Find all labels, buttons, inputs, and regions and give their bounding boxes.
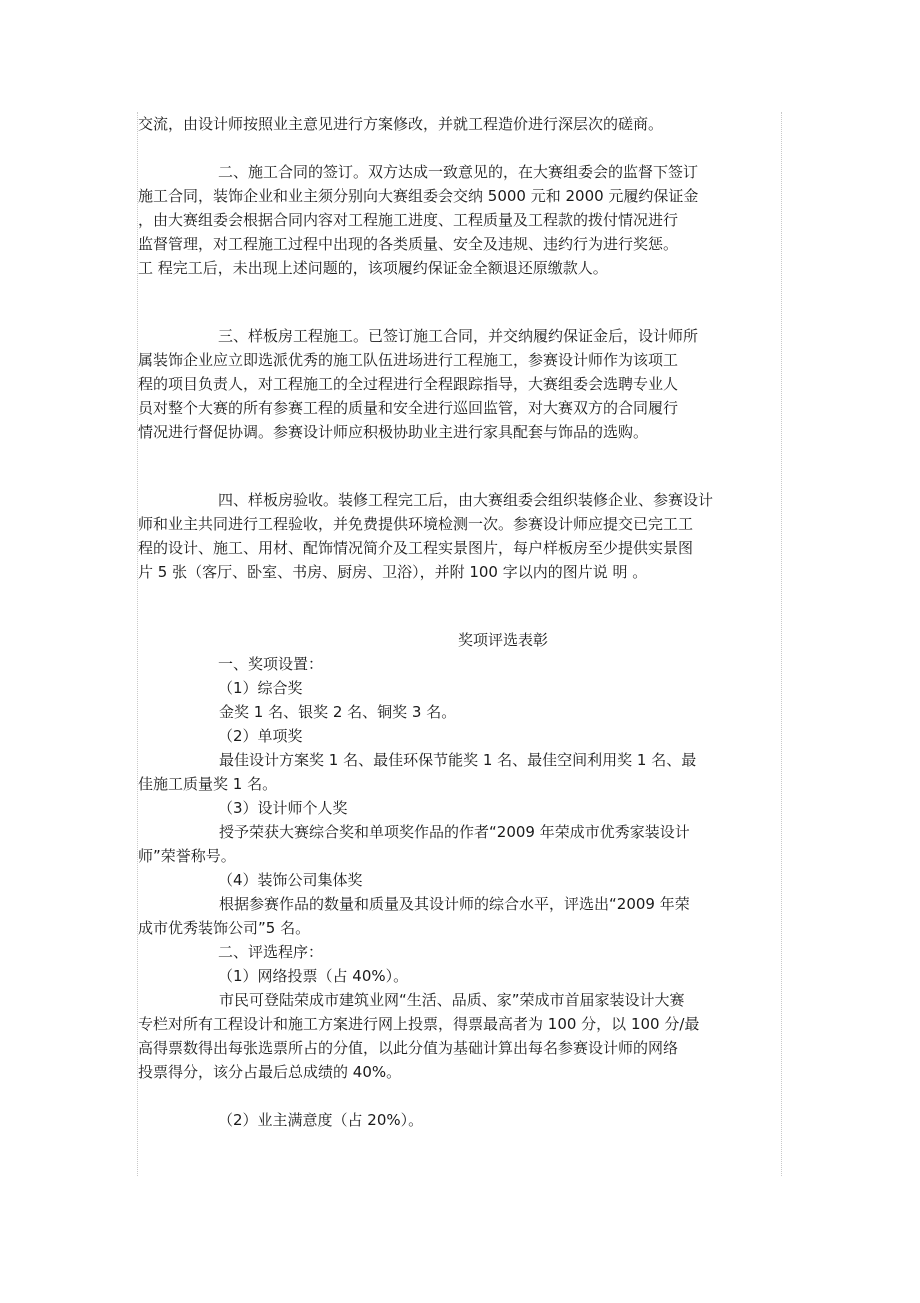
- text-line: 工 程完工后，未出现上述问题的，该项履约保证金全额退还原缴款人。: [138, 259, 608, 277]
- text-line: 交流，由设计师按照业主意见进行方案修改，并就工程造价进行深层次的磋商。: [138, 115, 664, 133]
- text-line: 师和业主共同进行工程验收，并免费提供环境检测一次。参赛设计师应提交已完工工: [138, 515, 694, 533]
- text-line: 监督管理，对工程施工过程中出现的各类质量、安全及违规、违约行为进行奖惩。: [138, 235, 679, 253]
- heading-selection-procedure: 二、评选程序：: [218, 943, 324, 961]
- text-line: 师”荣誉称号。: [138, 847, 236, 865]
- subheading: （1）网络投票（占 40%）。: [218, 967, 409, 985]
- text-line: 三、样板房工程施工。已签订施工合同，并交纳履约保证金后，设计师所: [218, 327, 699, 345]
- text-line: 高得票数得出每张选票所占的分值，以此分值为基础计算出每名参赛设计师的网络: [138, 1039, 679, 1057]
- heading-award-settings: 一、奖项设置：: [218, 655, 324, 673]
- text-line: 最佳设计方案奖 1 名、最佳环保节能奖 1 名、最佳空间利用奖 1 名、最: [219, 751, 697, 769]
- text-line: 施工合同，装饰企业和业主须分别向大赛组委会交纳 5000 元和 2000 元履约保证金: [138, 187, 699, 205]
- text-line: 佳施工质量奖 1 名。: [138, 775, 278, 793]
- text-line: 市民可登陆荣成市建筑业网“生活、品质、家”荣成市首届家装设计大赛: [219, 991, 685, 1009]
- text-line: 程的项目负责人，对工程施工的全过程进行全程跟踪指导，大赛组委会选聘专业人: [138, 375, 679, 393]
- subheading: （2）业主满意度（占 20%）。: [218, 1111, 424, 1129]
- text-line: 二、施工合同的签订。双方达成一致意见的，在大赛组委会的监督下签订: [218, 163, 699, 181]
- subheading: （1）综合奖: [218, 679, 303, 697]
- subheading: （3）设计师个人奖: [218, 799, 348, 817]
- text-line: 程的设计、施工、用材、配饰情况简介及工程实景图片，每户样板房至少提供实景图: [138, 539, 694, 557]
- text-line: 根据参赛作品的数量和质量及其设计师的综合水平，评选出“2009 年荣: [219, 895, 690, 913]
- text-line: 授予荣获大赛综合奖和单项奖作品的作者“2009 年荣成市优秀家装设计: [219, 823, 690, 841]
- text-line: 四、样板房验收。装修工程完工后，由大赛组委会组织装修企业、参赛设计: [218, 491, 714, 509]
- text-line: 成市优秀装饰公司”5 名。: [138, 919, 311, 937]
- text-line: 片 5 张（客厅、卧室、书房、厨房、卫浴），并附 100 字以内的图片说 明 。: [138, 563, 648, 581]
- text-line: 属装饰企业应立即选派优秀的施工队伍进场进行工程施工，参赛设计师作为该项工: [138, 351, 679, 369]
- text-line: 金奖 1 名、银奖 2 名、铜奖 3 名。: [219, 703, 457, 721]
- text-line: 情况进行督促协调。参赛设计师应积极协助业主进行家具配套与饰品的选购。: [138, 423, 649, 441]
- subheading: （2）单项奖: [218, 727, 303, 745]
- section-title: 奖项评选表彰: [457, 631, 548, 649]
- text-line: 投票得分，该分占最后总成绩的 40%。: [138, 1063, 402, 1081]
- subheading: （4）装饰公司集体奖: [218, 871, 363, 889]
- text-line: ，由大赛组委会根据合同内容对工程施工进度、工程质量及工程款的拨付情况进行: [138, 211, 679, 229]
- text-line: 专栏对所有工程设计和施工方案进行网上投票，得票最高者为 100 分，以 100 分/最: [138, 1015, 700, 1033]
- document-page: [138, 112, 790, 1132]
- text-line: 员对整个大赛的所有参赛工程的质量和安全进行巡回监管，对大赛双方的合同履行: [138, 399, 679, 417]
